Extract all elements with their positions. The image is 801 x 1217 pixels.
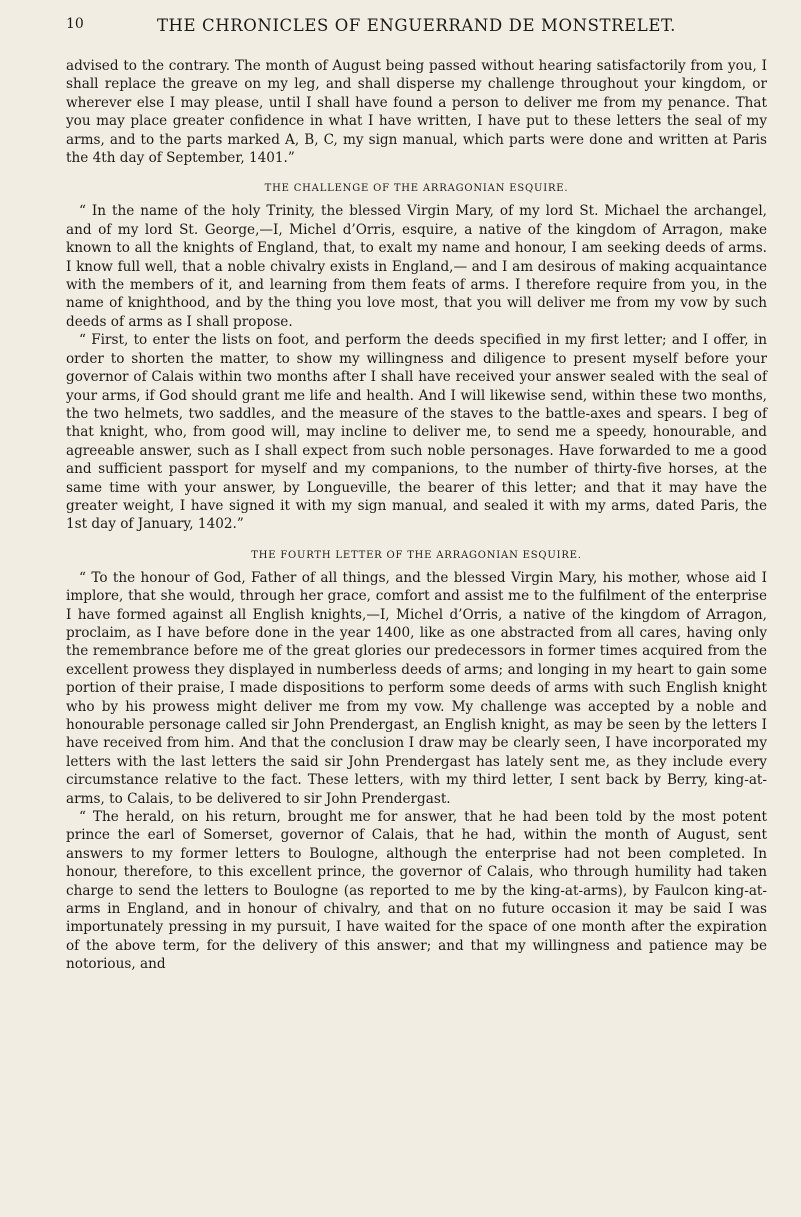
- paragraph: “ The herald, on his return, brought me for answer, that he had been told by the most potent prince the earl of Somerset, governor of Calais, that he had, within the month of August, sent answers to my former letters to Boulogne, although the enterprise had not been completed. In honour, therefore, to this excellent prince, the governor of Calais, who through humility had taken charge to send the letters to Boulogne (as reported to me by the king-at-arms), by Faulcon king-at-arms in England, and in honour of chivalry, and that on no future occasion it may be said I was importunately pressing in my pursuit, I have waited for the space of one month after the expiration of the above term, for the delivery of this answer; and that my willingness and patience may be notorious, and: [66, 809, 767, 973]
- paragraph: “ To the honour of God, Father of all things, and the blessed Virgin Mary, his mother, whose aid I implore, that she would, through her grace, comfort and assist me to the fulfilment of the enterprise I have formed against all English knights,—I, Michel d’Orris, a native of the kingdom of Arragon, proclaim, as I have before done in the year 1400, like as one abstracted from all cares, having only the remembrance before me of the great glories our predecessors in former times acquired from the excellent prowess they displayed in numberless deeds of arms; and longing in my heart to gain some portion of their praise, I made dispositions to perform some deeds of arms with such English knight who by his prowess might deliver me from my vow. My challenge was accepted by a noble and honourable personage called sir John Prendergast, an English knight, as may be seen by the letters I have received from him. And that the conclusion I draw may be clearly seen, I have incorporated my letters with the last letters the said sir John Prendergast has lately sent me, as they include every circumstance relative to the fact. These letters, with my third letter, I sent back by Berry, king-at-arms, to Calais, to be delivered to sir John Prendergast.: [66, 569, 767, 807]
- page-body: [66, 57, 767, 974]
- paragraph: “ First, to enter the lists on foot, and perform the deeds specified in my first letter; and I offer, in order to shorten the matter, to show my willingness and diligence to present myself before your governor of Calais within two months after I shall have received your answer sealed with the seal of your arms, if God should grant me life and health. And I will likewise send, within these two months, the two helmets, two saddles, and the measure of the staves to the battle-axes and spears. I beg of that knight, who, from good will, may incline to deliver me, to send me a speedy, honourable, and agreeable answer, such as I shall expect from such noble personages. Have forwarded to me a good and sufficient passport for myself and my companions, to the number of thirty-five horses, at the same time with your answer, by Longueville, the bearer of this letter; and that it may have the greater weight, I have signed it with my sign manual, and sealed it with my arms, dated Paris, the 1st day of January, 1402.”: [66, 332, 767, 533]
- paragraph: “ In the name of the holy Trinity, the blessed Virgin Mary, of my lord St. Michael the archangel, and of my lord St. George,—I, Michel d’Orris, esquire, a native of the kingdom of Arragon, make known to all the knights of England, that, to exalt my name and honour, I am seeking deeds of arms. I know full well, that a noble chivalry exists in England,— and I am desirous of making acquaintance with the members of it, and learning from them feats of arms. I therefore require from you, in the name of knighthood, and by the thing you love most, that you will deliver me from my vow by such deeds of arms as I shall propose.: [66, 203, 767, 330]
- section-heading: THE CHALLENGE OF THE ARRAGONIAN ESQUIRE.: [264, 183, 569, 195]
- section-heading: THE FOURTH LETTER OF THE ARRAGONIAN ESQUIRE.: [251, 549, 582, 561]
- page-number: 10: [66, 16, 84, 32]
- running-head: THE CHRONICLES OF ENGUERRAND DE MONSTRELET.: [156, 16, 677, 35]
- paragraph: advised to the contrary. The month of August being passed without hearing satisfactorily from you, I shall replace the greave on my leg, and shall disperse my challenge throughout your kingdom, or wherever else I may please, until I shall have found a person to deliver me from my penance. That you may place greater confidence in what I have written, I have put to these letters the seal of my arms, and to the parts marked A, B, C, my sign manual, which parts were done and written at Paris the 4th day of September, 1401.”: [66, 58, 767, 167]
- page-header: [66, 16, 767, 40]
